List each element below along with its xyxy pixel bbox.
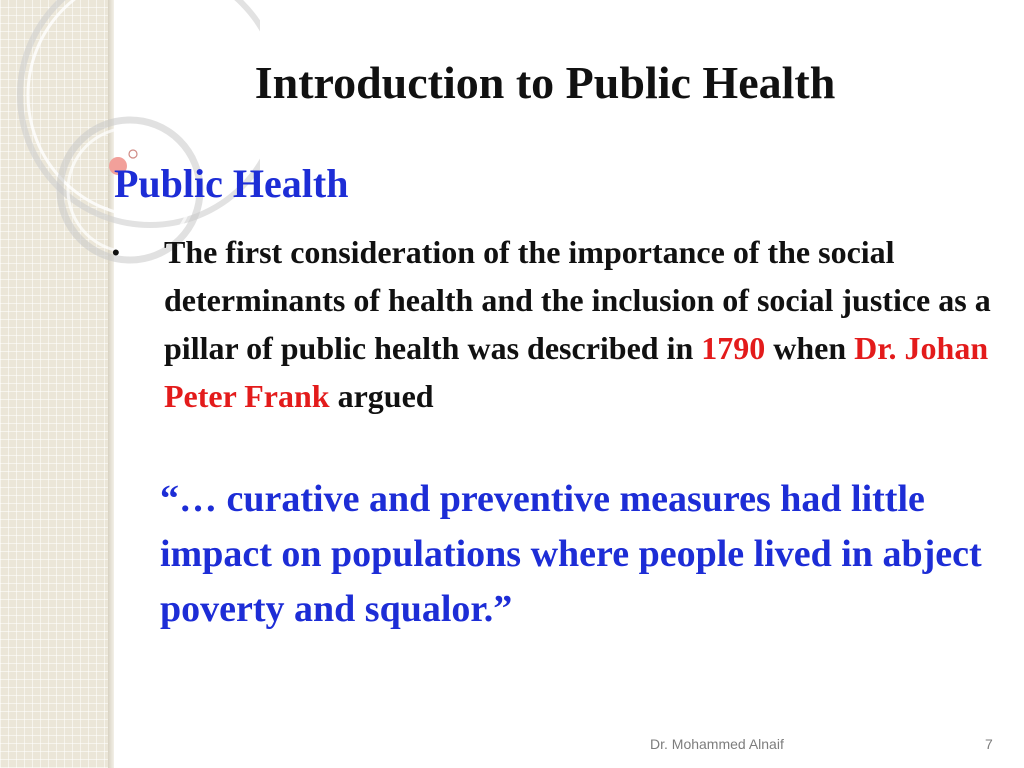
page-number: 7 — [985, 736, 993, 752]
section-heading: Public Health — [114, 161, 349, 206]
bullet-marker: • — [112, 240, 120, 265]
bullet-text — [164, 228, 994, 420]
small-dot-ring — [129, 150, 137, 158]
bullet-text-end: argued — [329, 378, 434, 414]
footer-author: Dr. Mohammed Alnaif — [650, 736, 784, 752]
page-title: Introduction to Public Health — [254, 57, 836, 108]
bullet-text-intro: The first consideration of the importance of the social determinants of health and the inclusion of social justice as a pillar of public health was described in — [164, 234, 991, 366]
quote-block: “… curative and preventive measures had little impact on populations where people lived in abject poverty and squalor.” — [160, 478, 982, 630]
highlight-year: 1790 — [701, 330, 766, 366]
bullet-text-between: when — [765, 330, 855, 366]
highlight-person: Dr. Johan Peter Frank — [164, 330, 989, 414]
